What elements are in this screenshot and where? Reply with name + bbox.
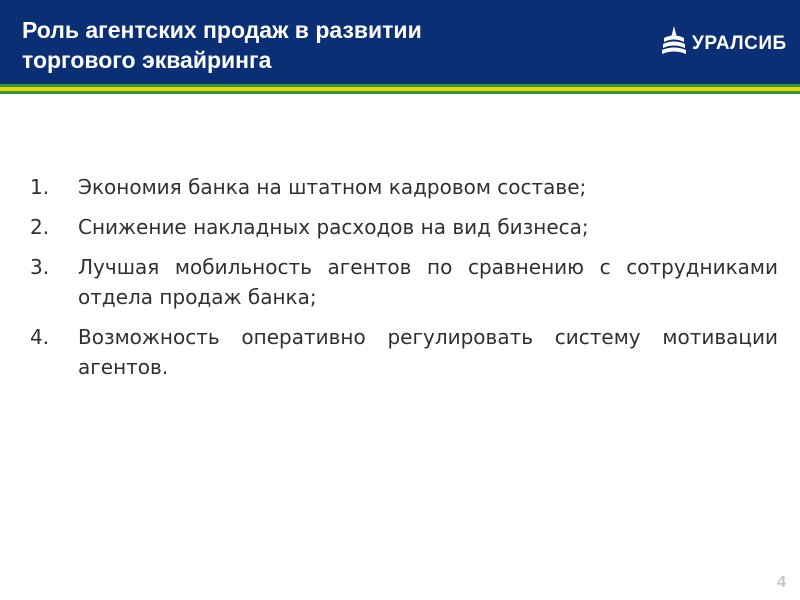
title-line-2: торгового эквайринга	[22, 47, 272, 73]
brand-logo	[660, 22, 790, 62]
list-item-number: 1.	[30, 175, 50, 199]
uralsib-logo-icon	[660, 24, 688, 60]
slide-header	[0, 0, 800, 84]
benefits-list	[30, 172, 778, 392]
list-item-number: 3.	[30, 255, 50, 279]
list-item-number: 2.	[30, 215, 50, 239]
header-stripe-green-bottom	[0, 91, 800, 94]
list-item	[30, 252, 778, 312]
slide-title	[22, 15, 582, 75]
title-line-1: Роль агентских продаж в развитии	[22, 17, 422, 43]
list-item	[30, 322, 778, 382]
list-item-number: 4.	[30, 325, 50, 349]
list-item-text: Возможность оперативно регулировать систему мотивации агентов.	[78, 325, 778, 379]
list-item-text: Снижение накладных расходов на вид бизнеса;	[78, 215, 589, 239]
list-item	[30, 172, 778, 202]
list-item-text: Экономия банка на штатном кадровом составе;	[78, 175, 587, 199]
list-item	[30, 212, 778, 242]
page-number: 4	[777, 574, 786, 591]
list-item-text: Лучшая мобильность агентов по сравнению с сотрудниками отдела продаж банка;	[78, 255, 778, 309]
brand-name: УРАЛСИБ	[692, 33, 787, 54]
